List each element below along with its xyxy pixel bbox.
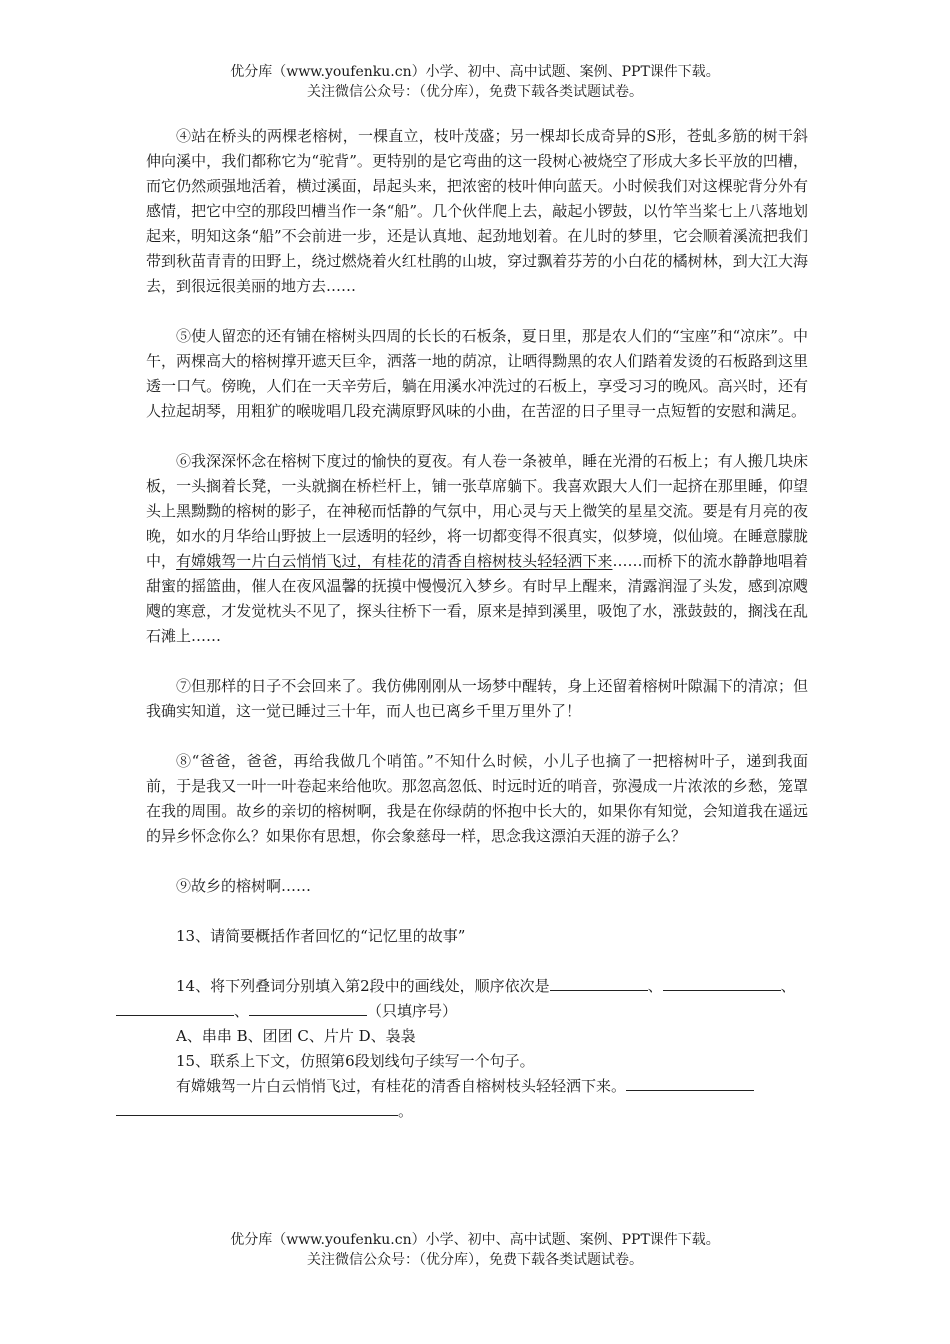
answer-blank-3[interactable] bbox=[116, 999, 234, 1016]
paragraph-6-part-1: ⑥我深深怀念在榕树下度过的愉快的夏夜。有人卷一条被单，睡在光滑的石板上；有人搬几块床板，一头搁着长凳，一头就搁在桥栏杆上，铺一张草席躺下。我喜欢跟大人们一起挤在那里睡，仰望头上黑黝黝的榕树的影子，在神秘而恬静的气氛中，用心灵与天上微笑的星星交流。要是有月亮的夜晚，如水的月华给山野披上一层透明的轻纱，将一切都变得不很真实，似梦境，似仙境。在睡意朦胧中， bbox=[146, 452, 808, 570]
answer-blank-5[interactable] bbox=[626, 1074, 754, 1091]
question-14-prompt: 14、将下列叠词分别填入第2段中的画线处，顺序依次是 bbox=[176, 977, 550, 995]
page-header bbox=[0, 62, 950, 102]
paragraph-9: ⑨故乡的榕树啊…… bbox=[176, 877, 312, 895]
answer-blank-4[interactable] bbox=[249, 999, 367, 1016]
blank-separator: 、 bbox=[780, 977, 796, 995]
paragraph-6-part-2: ……而桥下的流水静静地唱着甜蜜的摇篮曲，催人在夜风温馨的抚摸中慢慢沉入梦乡。有时早上醒来，清露润湿了头发，感到凉飕飕的寒意，才发觉枕头不见了，探头往桥下一看，原来是掉到溪里，吸饱了水，涨鼓鼓的，搁浅在乱石滩上…… bbox=[146, 552, 808, 645]
question-15-sample bbox=[146, 1074, 808, 1124]
question-14-suffix: （只填序号） bbox=[367, 1002, 458, 1020]
paragraph-4: ④站在桥头的两棵老榕树，一棵直立，枝叶茂盛；另一棵却长成奇异的S形，苍虬多筋的树干斜伸向溪中，我们都称它为“驼背”。更特别的是它弯曲的这一段树心被烧空了形成大多长平放的凹槽，而它仍然顽强地活着，横过溪面，昂起头来，把浓密的枝叶伸向蓝天。小时候我们对这棵驼背分外有感情，把它中空的那段凹槽当作一条“船”。几个伙伴爬上去，敲起小锣鼓，以竹竿当桨七上八落地划起来，明知这条“船”不会前进一步，还是认真地、起劲地划着。在儿时的梦里，它会顺着溪流把我们带到秋苗青青的田野上，绕过燃烧着火红杜鹃的山坡，穿过飘着芬芳的小白花的橘树林，到大江大海去，到很远很美丽的地方去…… bbox=[146, 127, 808, 295]
article-body bbox=[146, 124, 808, 1124]
answer-blank-6[interactable] bbox=[116, 1099, 398, 1116]
question-13: 13、请简要概括作者回忆的“记忆里的故事” bbox=[176, 927, 466, 945]
answer-blank-2[interactable] bbox=[663, 974, 781, 991]
paragraph-6 bbox=[146, 449, 808, 649]
footer-line-1: 优分库（www.youfenku.cn）小学、初中、高中试题、案例、PPT课件下载。 bbox=[230, 1232, 720, 1248]
paragraph-7: ⑦但那样的日子不会回来了。我仿佛刚刚从一场梦中醒转，身上还留着榕树叶隙漏下的清凉；但我确实知道，这一觉已睡过三十年，而人也已离乡千里万里外了！ bbox=[146, 677, 808, 720]
blank-separator: 、 bbox=[234, 1002, 250, 1020]
question-14 bbox=[146, 974, 808, 1024]
page-footer bbox=[0, 1230, 950, 1270]
footer-line-2: 关注微信公众号：（优分库），免费下载各类试题试卷。 bbox=[307, 1252, 643, 1268]
header-line-2: 关注微信公众号：（优分库），免费下载各类试题试卷。 bbox=[307, 84, 643, 100]
paragraph-5: ⑤使人留恋的还有铺在榕树头四周的长长的石板条，夏日里，那是农人们的“宝座”和“凉床”。中午，两棵高大的榕树撑开遮天巨伞，洒落一地的荫凉，让晒得黝黑的农人们踏着发烫的石板路到这里透一口气。傍晚，人们在一天辛劳后，躺在用溪水冲洗过的石板上，享受习习的晚风。高兴时，还有人拉起胡琴，用粗犷的喉咙唱几段充满原野风味的小曲，在苦涩的日子里寻一点短暂的安慰和满足。 bbox=[146, 327, 808, 420]
paragraph-8: ⑧“爸爸，爸爸，再给我做几个哨笛。”不知什么时候，小儿子也摘了一把榕树叶子，递到我面前，于是我又一叶一叶卷起来给他吹。那忽高忽低、时远时近的哨音，弥漫成一片浓浓的乡愁，笼罩在我的周围。故乡的亲切的榕树啊，我是在你绿荫的怀抱中长大的，如果你有知觉，会知道我在遥远的异乡怀念你么？如果你有思想，你会象慈母一样，思念我这漂泊天涯的游子么？ bbox=[146, 752, 808, 845]
answer-blank-1[interactable] bbox=[550, 974, 648, 991]
underlined-sentence: 有嫦娥驾一片白云悄悄飞过，有桂花的清香自榕树枝头轻轻洒下来 bbox=[176, 552, 613, 570]
blank-separator: 、 bbox=[647, 977, 663, 995]
header-line-1: 优分库（www.youfenku.cn）小学、初中、高中试题、案例、PPT课件下载。 bbox=[230, 64, 720, 80]
question-15-sample-sentence: 有嫦娥驾一片白云悄悄飞过，有桂花的清香自榕树枝头轻轻洒下来。 bbox=[176, 1077, 627, 1095]
question-15: 15、联系上下文，仿照第6段划线句子续写一个句子。 bbox=[176, 1052, 535, 1070]
question-15-end: 。 bbox=[398, 1102, 414, 1120]
question-14-options: A、串串 B、团团 C、片片 D、袅袅 bbox=[176, 1027, 416, 1045]
